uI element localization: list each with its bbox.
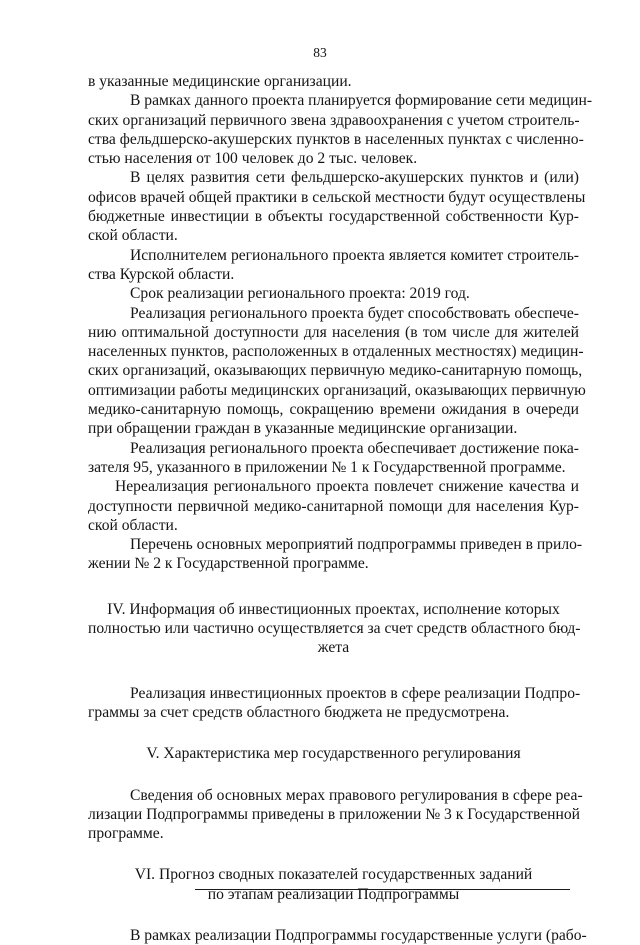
heading-line: VI. Прогноз сводных показателей государственных заданий: [134, 866, 533, 884]
spacer: [88, 904, 579, 926]
text-line: ских организаций первичного звена здравоохранения с учетом строитель-: [88, 111, 580, 129]
paragraph-executor: [88, 246, 579, 285]
text-line: В целях развития сети фельдшерско-акушерских пунктов и (или): [130, 169, 579, 187]
text-line: стью населения от 100 человек до 2 тыс. человек.: [88, 150, 418, 168]
text-line: медико-санитарную помощь, сокращению времени ожидания в очереди: [88, 401, 579, 419]
paragraph-indicator: [88, 439, 579, 478]
paragraph-measures-list: [88, 535, 583, 574]
text-line: офисов врачей общей практики в сельской местности будут осуществлены: [88, 188, 586, 206]
text-line: граммы за счет средств областного бюджета не предусмотрена.: [88, 703, 510, 721]
heading-line: V. Характеристика мер государственного регулирования: [146, 745, 521, 763]
text-line: Исполнителем регионального проекта является комитет строитель-: [130, 246, 579, 264]
page-content: [88, 72, 593, 945]
text-line: в указанные медицинские организации.: [88, 73, 352, 90]
heading-line: IV. Информация об инвестиционных проектах, исполнение которых: [107, 600, 560, 618]
text-line: Реализация регионального проекта будет способствовать обеспече-: [130, 304, 579, 322]
text-line: бюджетные инвестиции в объекты государственной собственности Кур-: [88, 208, 579, 226]
text-line: Реализация регионального проекта обеспечивает достижение пока-: [130, 439, 579, 457]
section-heading-vi: [88, 865, 579, 904]
section-heading-iv: [88, 600, 579, 658]
section-heading-v: [88, 744, 579, 763]
paragraph-regulation: [88, 786, 583, 844]
paragraph-investment-projects: [88, 684, 579, 723]
text-line: Срок реализации регионального проекта: 2019 год.: [130, 285, 470, 303]
page-number: 83: [313, 45, 327, 60]
text-line: В рамках реализации Подпрограммы государственные услуги (рабо-: [130, 926, 587, 944]
text-line: при обращении граждан в указанные медицинские организации.: [88, 420, 518, 438]
spacer: [88, 843, 579, 865]
text-line: ства Курской области.: [88, 265, 235, 283]
text-line: В рамках данного проекта планируется формирование сети медицин-: [130, 92, 593, 110]
text-line: Нереализация регионального проекта повлечет снижение качества и: [115, 478, 579, 496]
heading-line: полностью или частично осуществляется за счет средств областного бюд-: [88, 620, 581, 638]
text-line: оптимизации работы медицинских организаций, оказывающих первичную: [88, 381, 586, 399]
spacer: [88, 658, 579, 684]
paragraph-state-services: [88, 926, 587, 945]
text-line: ской области.: [88, 516, 178, 534]
text-line: лизации Подпрограммы приведены в приложении № 3 к Государственной: [88, 805, 580, 823]
spacer: [88, 574, 579, 600]
text-line: Перечень основных мероприятий подпрограммы приведен в прило-: [130, 536, 583, 554]
text-line: зателя 95, указанного в приложении № 1 к Государственной программе.: [88, 458, 566, 476]
paragraph-network-formation: [88, 91, 593, 168]
footnote-divider: [195, 889, 570, 890]
spacer: [88, 764, 579, 786]
text-line: нию оптимальной доступности для населения (в том числе для жителей: [88, 323, 579, 341]
text-line: программе.: [88, 825, 164, 843]
text-line: ских организаций, оказывающих первичную медико-санитарную помощь,: [88, 362, 583, 380]
text-line: ской области.: [88, 227, 178, 245]
paragraph-budget-investments: [88, 168, 586, 245]
text-line: доступности первичной медико-санитарной помощи для населения Кур-: [88, 497, 579, 515]
text-line: жении № 2 к Государственной программе.: [88, 555, 369, 573]
spacer: [88, 722, 579, 744]
paragraph-term: [88, 284, 579, 303]
text-line: населенных пунктов, расположенных в отдаленных местностях) медицин-: [88, 343, 584, 361]
text-line: ства фельдшерско-акушерских пунктов в населенных пунктах с численно-: [88, 130, 584, 148]
paragraph-non-implementation: [88, 477, 579, 535]
text-line: Реализация инвестиционных проектов в сфере реализации Подпро-: [130, 684, 581, 702]
paragraph-continuation: [88, 72, 579, 91]
text-line: Сведения об основных мерах правового регулирования в сфере реа-: [130, 786, 583, 804]
heading-line: жета: [317, 639, 350, 657]
paragraph-accessibility: [88, 304, 586, 439]
heading-line: по этапам реализации Подпрограммы: [207, 885, 460, 903]
